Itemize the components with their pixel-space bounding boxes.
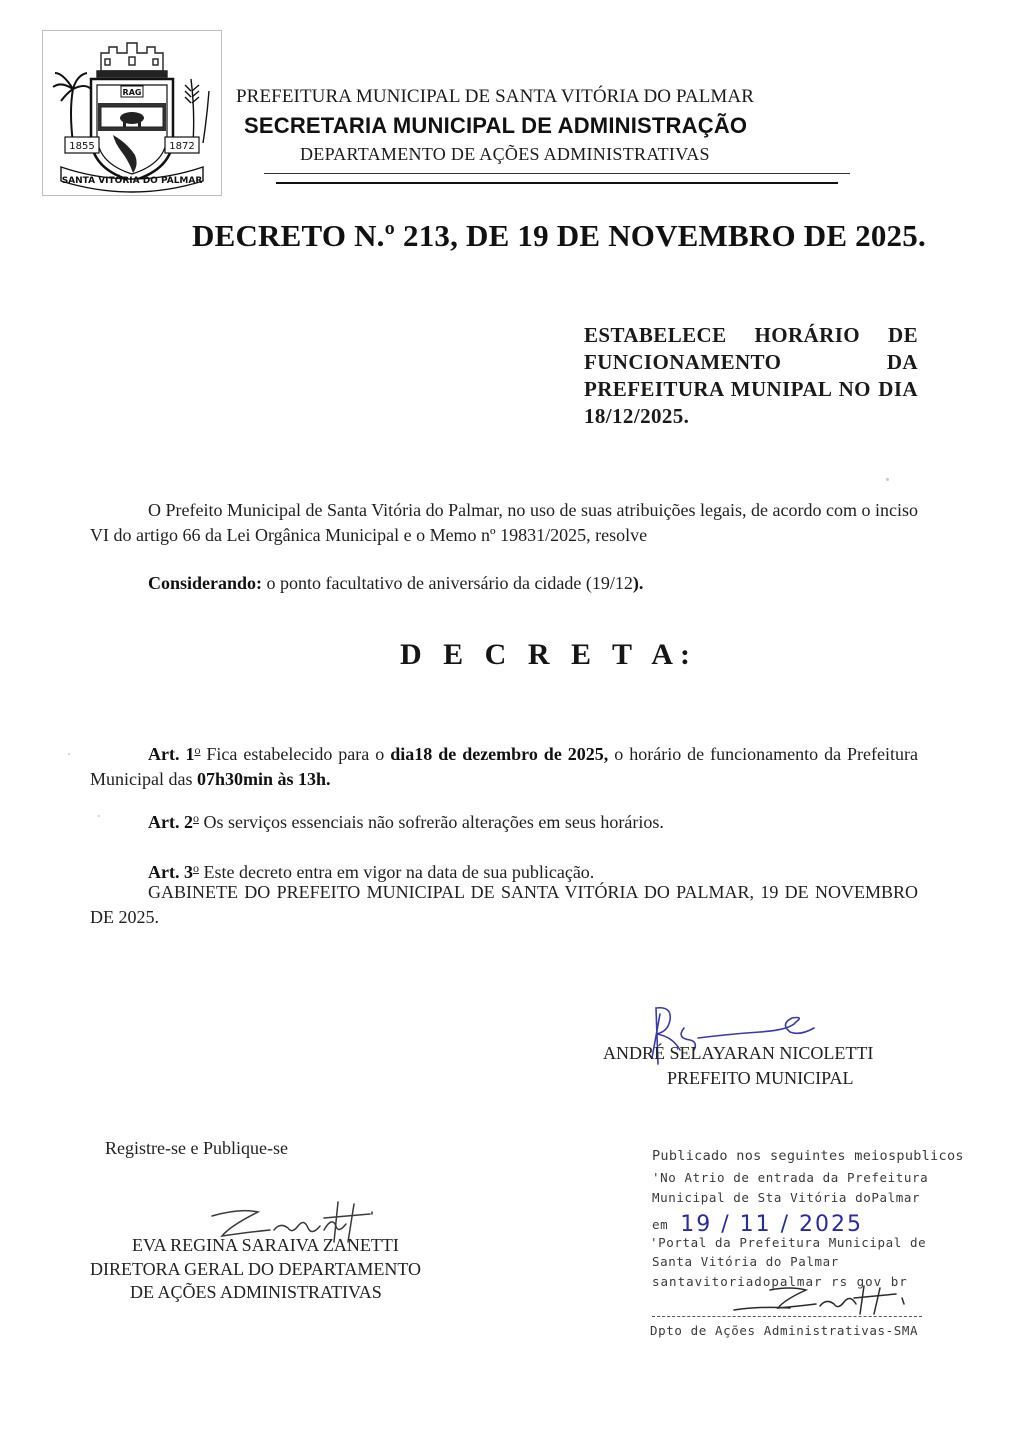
considerando-paragraph	[148, 571, 643, 596]
decree-ementa: ESTABELECE HORÁRIO DE FUNCIONAMENTO DA PREFEITURA MUNIPAL NO DIA 18/12/2025.	[584, 323, 918, 428]
stamp-line-6: Santa Vitória do Palmar	[652, 1254, 839, 1269]
header-secretaria: SECRETARIA MUNICIPAL DE ADMINISTRAÇÃO	[244, 113, 748, 138]
director-name: EVA REGINA SARAIVA ZANETTI	[132, 1235, 399, 1255]
article-3-ordinal: o	[192, 861, 199, 875]
article-1-text-a: Fica estabelecido para o	[200, 744, 391, 764]
header-prefeitura: PREFEITURA MUNICIPAL DE SANTA VITÓRIA DO PALMAR	[236, 86, 755, 107]
stamp-line-4	[652, 1210, 863, 1235]
stamp-line-7: santavitoriadopalmar rs gov br	[652, 1274, 908, 1289]
article-2-label: Art. 2	[148, 812, 193, 832]
mayor-name: ANDRÉ SELAYARAN NICOLETTI	[603, 1043, 874, 1063]
article-1-date: dia18 de dezembro de 2025,	[390, 744, 609, 764]
considerando-label: Considerando:	[148, 573, 263, 593]
decree-title: DECRETO N.º 213, DE 19 DE NOVEMBRO DE 2025.	[192, 218, 926, 253]
decreta-heading: D E C R E T A:	[400, 638, 697, 671]
scan-speck	[886, 478, 889, 481]
director-role-line2: DE AÇÕES ADMINISTRATIVAS	[130, 1282, 382, 1302]
article-1-hours: 07h30min às 13h.	[196, 769, 331, 789]
decree-preamble: O Prefeito Municipal de Santa Vitória do Palmar, no uso de suas atribuições legais, de acordo com o inciso VI do artigo 66 da Lei Orgânica Municipal e o Memo nº 19831/2025, resolve	[90, 500, 918, 545]
article-1-text-b: o horário de funcionamento da Prefeitura Municipal das	[90, 744, 918, 789]
article-1	[90, 738, 918, 792]
considerando-end: ).	[632, 573, 644, 593]
crest-plate-text: RAG	[122, 88, 142, 97]
article-2-ordinal: o	[192, 811, 199, 825]
municipal-coat-of-arms	[42, 30, 222, 196]
article-3-text: Este decreto entra em vigor na data de sua publicação.	[198, 862, 595, 882]
stamp-handwritten-signature	[730, 1280, 915, 1320]
mayor-role: PREFEITO MUNICIPAL	[667, 1068, 854, 1088]
crest-year-left: 1855	[69, 141, 95, 152]
gabinete-closing: GABINETE DO PREFEITO MUNICIPAL DE SANTA VITÓRIA DO PALMAR, 19 DE NOVEMBRO DE 2025.	[90, 882, 918, 927]
stamp-line-8: Dpto de Ações Administrativas-SMA	[650, 1323, 919, 1338]
article-1-ordinal: o	[194, 743, 201, 757]
crest-banner-text: SANTA VITÓRIA DO PALMAR	[61, 176, 203, 186]
stamp-line-5: 'Portal da Prefeitura Municipal de	[650, 1235, 927, 1250]
article-3-label: Art. 3	[148, 862, 193, 882]
considerando-text: o ponto facultativo de aniversário da cidade (19/12	[262, 573, 633, 593]
coat-of-arms-icon	[43, 31, 221, 195]
header-rule-thin	[264, 173, 850, 174]
header-departamento: DEPARTAMENTO DE AÇÕES ADMINISTRATIVAS	[300, 144, 710, 164]
scan-speck	[68, 753, 70, 755]
director-role-line1: DIRETORA GERAL DO DEPARTAMENTO	[90, 1259, 421, 1279]
scan-speck	[98, 815, 100, 817]
article-1-label: Art. 1	[148, 744, 195, 764]
stamp-line-2: 'No Atrio de entrada da Prefeitura	[652, 1170, 929, 1185]
crest-year-right: 1872	[169, 141, 195, 152]
stamp-line-1: Publicado nos seguintes meiospublicos	[652, 1148, 964, 1164]
stamp-rule	[652, 1316, 922, 1317]
article-2-text: Os serviços essenciais não sofrerão alterações em seus horários.	[198, 812, 664, 832]
header-rule-thick	[276, 182, 838, 184]
stamp-date-label: em	[652, 1217, 669, 1232]
article-2	[148, 806, 664, 835]
registre-publique: Registre-se e Publique-se	[105, 1138, 288, 1158]
stamp-line-3: Municipal de Sta Vitória doPalmar	[652, 1190, 921, 1205]
stamp-handwritten-date: 19 / 11 / 2025	[680, 1212, 864, 1237]
